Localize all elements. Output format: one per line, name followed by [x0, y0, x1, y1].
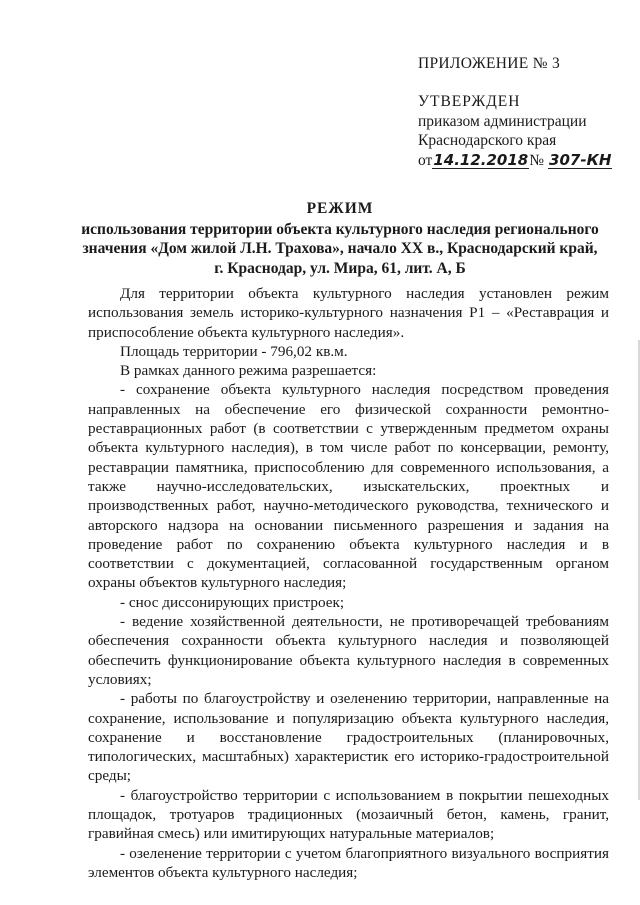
- number-prefix: №: [529, 151, 545, 169]
- list-item-paving: - благоустройство территории с использованием в покрытии пешеходных площадок, тротуаров традиционных (мозаичный бетон, камень, гранит, гравийная смесь) или имитирующих натуральные материалов;: [88, 786, 609, 843]
- paragraph-area: Площадь территории - 796,02 кв.м.: [120, 342, 348, 360]
- list-item-greening: - озеленение территории с учетом благоприятного визуального восприятия элементов объекта культурного наследия;: [88, 844, 609, 881]
- list-item-landscaping-works: - работы по благоустройству и озеленению территории, направленные на сохранение, использование и популяризацию объекта культурного наследия, сохранение и восстановление градостроительных (планировочных, типологических, масштабных) характеристик его историко-градостроительной среды;: [88, 690, 609, 785]
- list-item-demolition: - снос диссонирующих пристроек;: [120, 593, 345, 611]
- document-body: [88, 284, 609, 882]
- approval-date-line: [418, 151, 612, 171]
- appendix-number: ПРИЛОЖЕНИЕ № 3: [418, 55, 561, 72]
- handwritten-date: 14.12.2018: [433, 150, 529, 169]
- approval-line-1: приказом администрации: [418, 112, 587, 130]
- paragraph-regime: Для территории объекта культурного наследия установлен режим использования земель историко-культурного назначения Р1 – «Реставрация и приспособление объекта культурного наследия».: [88, 285, 609, 341]
- title-main: РЕЖИМ: [306, 200, 374, 217]
- approval-block: [418, 92, 612, 170]
- paragraph-allowed-intro: В рамках данного режима разрешается:: [120, 362, 377, 380]
- date-prefix: от: [418, 151, 433, 169]
- list-item-preservation: - сохранение объекта культурного наследия посредством проведения направленных на обеспечение его физической сохранности ремонтно-реставрационных работ (в соответствии с утвержденным предметом охраны объекта культурного наследия), в том числе работ по консервации, ремонту, реставрации памятника, приспособлению для современного использования, а также научно-исследовательских, изыскательских, проектных и производственных работ, научно-методического руководства, технического и авторского надзора на основании письменного разрешения и задания на проведение работ по сохранению объекта культурного наследия и в соответствии с документацией, согласованной государственным органом охраны объектов культурного наследия;: [88, 381, 609, 592]
- approval-line-2: Краснодарского края: [418, 132, 557, 149]
- title-line-1: использования территории объекта культурного наследия регионального: [81, 220, 599, 238]
- title-line-3: г. Краснодар, ул. Мира, 61, лит. А, Б: [214, 259, 466, 277]
- handwritten-number: 307-КН: [549, 150, 612, 169]
- title-line-2: значения «Дом жилой Л.Н. Трахова», начало XX в., Краснодарский край,: [82, 240, 598, 258]
- document-title: [60, 199, 620, 278]
- list-item-economic-activity: - ведение хозяйственной деятельности, не противоречащей требованиям обеспечения сохранности объекта культурного наследия и позволяющей обеспечить функционирование объекта культурного наследия в современных условиях;: [88, 613, 609, 688]
- approved-heading: УТВЕРЖДЕН: [418, 93, 521, 110]
